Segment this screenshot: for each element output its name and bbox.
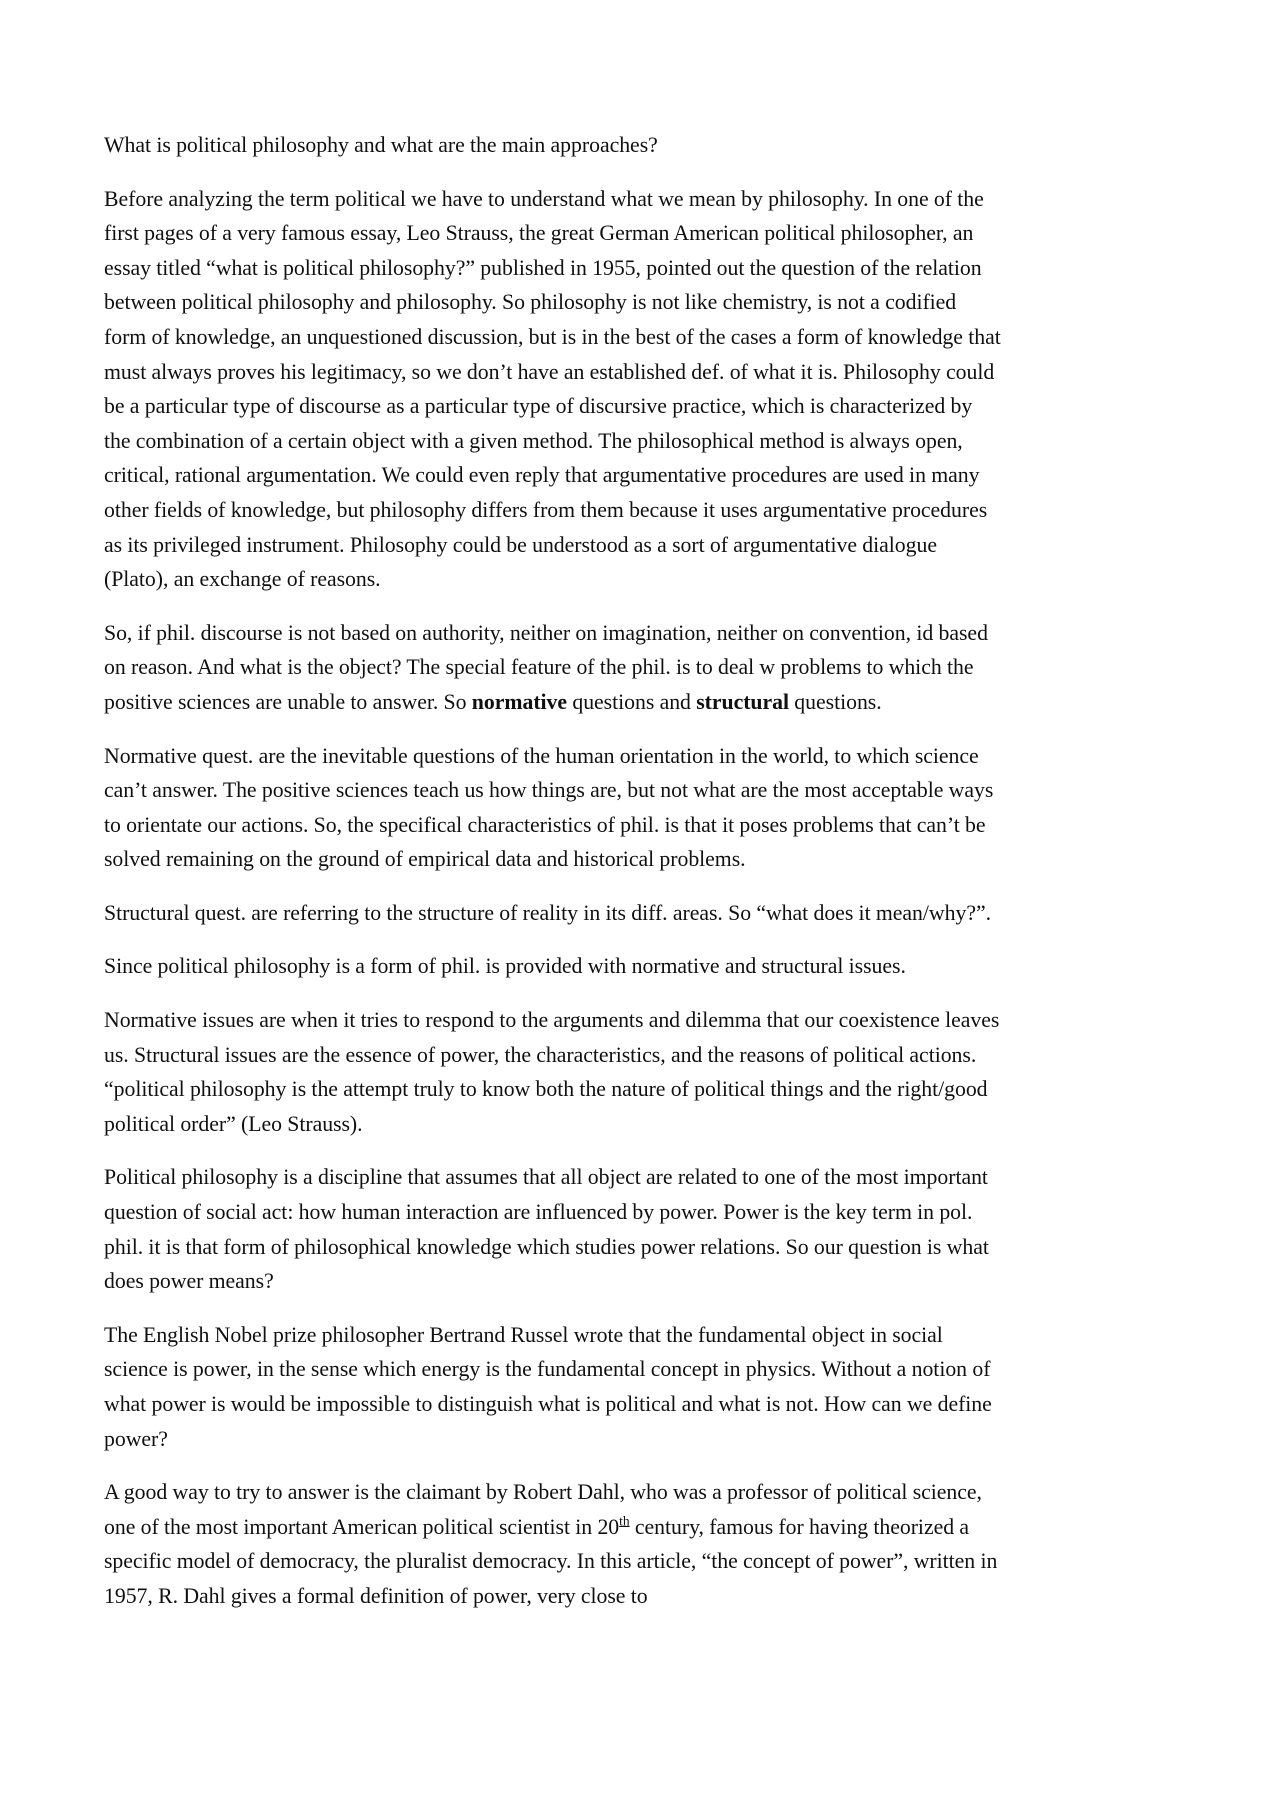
p-normative-quest [104, 739, 1001, 877]
p-normative-structural [104, 616, 1001, 720]
text-run: questions and [567, 688, 697, 714]
text-run: Normative issues are when it tries to respond to the arguments and dilemma that our coexistence leaves us. Structural issues are the essence of power, the characteristics, and the reasons of political actions. “political philosophy is the attempt truly to know both the nature of political things and the right/good political order” (Leo Strauss). [104, 1007, 1000, 1136]
p-robert-dahl [104, 1475, 1001, 1613]
emphasis-bold: normative [471, 688, 568, 714]
emphasis-bold: structural [696, 688, 789, 714]
p-bertrand-russel [104, 1318, 1001, 1456]
text-run: Political philosophy is a discipline that assumes that all object are related to one of the most important question of social act: how human interaction are influenced by power. Power is the key term in pol. phil. it is that form of philosophical knowledge which studies power relations. So our question is what does power means? [104, 1164, 989, 1294]
p-structural-quest [104, 896, 1001, 931]
p-title-question [104, 128, 1001, 163]
text-run: So, if phil. discourse is not based on authority, neither on imagination, neither on convention, id based on reason. And what is the object? The special feature of the phil. is to deal w problems to which the positive sciences are unable to answer. So [104, 619, 988, 714]
p-normative-issues [104, 1003, 1001, 1141]
p-since-political-philosophy [104, 949, 1001, 984]
text-run: The English Nobel prize philosopher Bertrand Russel wrote that the fundamental object in social science is power, in the sense which energy is the fundamental concept in physics. Without a notion of what power is would be impossible to distinguish what is political and what is not. How can we define power? [104, 1321, 992, 1451]
text-run: Normative quest. are the inevitable questions of the human orientation in the world, to which science can’t answer. The positive sciences teach us how things are, but not what are the most acceptable ways to orientate our actions. So, the specifical characteristics of phil. is that it poses problems that can’t be solved remaining on the ground of empirical data and historical problems. [104, 742, 994, 872]
text-run: Since political philosophy is a form of phil. is provided with normative and structural issues. [104, 953, 906, 979]
p-political-philosophy-discipline [104, 1160, 1001, 1298]
text-run: A good way to try to answer is the claimant by Robert Dahl, who was a professor of political science, one of the most important American political scientist in 20 [104, 1479, 982, 1539]
text-run: What is political philosophy and what are the main approaches? [104, 132, 658, 157]
text-run: questions. [788, 688, 882, 714]
text-run: century, famous for having theorized a specific model of democracy, the pluralist democracy. In this article, “the concept of power”, written in 1957, R. Dahl gives a formal definition of power, very close to [104, 1513, 998, 1608]
text-run: Before analyzing the term political we have to understand what we mean by philosophy. In one of the first pages of a very famous essay, Leo Strauss, the great German American political philosopher, an essay titled “what is political philosophy?” published in 1955, pointed out the question of the relation between political philosophy and philosophy. So philosophy is not like chemistry, is not a codified form of knowledge, an unquestioned discussion, but is in the best of the cases a form of knowledge that must always proves his legitimacy, so we don’t have an established def. of what it is. Philosophy could be a particular type of discourse as a particular type of discursive practice, which is characterized by the combination of a certain object with a given method. The philosophical method is always open, critical, rational argumentation. We could even reply that argumentative procedures are used in many other fields of knowledge, but philosophy differs from them because it uses argumentative procedures as its privileged instrument. Philosophy could be understood as a sort of argumentative dialogue (Plato), an exchange of reasons. [104, 185, 1001, 592]
text-run: Structural quest. are referring to the structure of reality in its diff. areas. So “what does it mean/why?”. [104, 899, 991, 925]
p-philosophy-definition [104, 182, 1001, 597]
document-body [104, 128, 1002, 1614]
ordinal-superscript: th [619, 1514, 630, 1530]
